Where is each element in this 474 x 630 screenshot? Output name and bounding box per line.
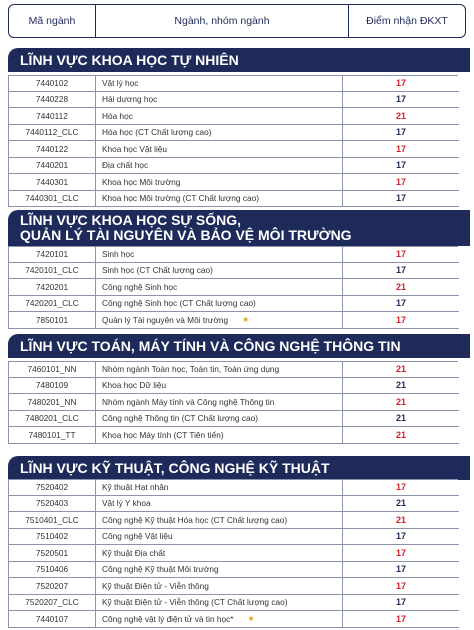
major-code: 7510401_CLC bbox=[9, 512, 96, 528]
table-row bbox=[9, 545, 459, 562]
major-name bbox=[96, 108, 343, 124]
admission-score: 17 bbox=[395, 481, 406, 492]
major-code: 7520207 bbox=[9, 578, 96, 594]
major-name bbox=[96, 394, 343, 410]
major-name bbox=[96, 296, 343, 312]
table-row bbox=[9, 496, 459, 513]
major-name bbox=[96, 545, 343, 561]
table-row bbox=[9, 279, 459, 296]
major-name-text: Nhóm ngành Toán học, Toán tin, Toán ứng dụng bbox=[102, 363, 280, 374]
major-code: 7420201 bbox=[9, 279, 96, 295]
table-row bbox=[9, 529, 459, 546]
major-name bbox=[96, 529, 343, 545]
admission-score: 21 bbox=[395, 498, 406, 509]
major-code: 7510402 bbox=[9, 529, 96, 545]
table-row bbox=[9, 562, 459, 579]
major-name bbox=[96, 92, 343, 108]
major-name bbox=[96, 141, 343, 157]
major-code: 7440112 bbox=[9, 108, 96, 124]
major-code: 7480201_CLC bbox=[9, 411, 96, 427]
code-column-header: Mã ngành bbox=[9, 5, 96, 37]
section-table bbox=[8, 361, 459, 444]
admission-score: 17 bbox=[395, 160, 406, 171]
major-name-text: Nhóm ngành Máy tính và Công nghệ Thông tin bbox=[102, 396, 275, 407]
major-name bbox=[96, 191, 343, 207]
admission-score: 21 bbox=[395, 281, 406, 292]
table-row bbox=[9, 361, 459, 378]
table-row bbox=[9, 75, 459, 92]
major-name bbox=[96, 578, 343, 594]
table-row bbox=[9, 611, 459, 628]
admission-score: 17 bbox=[395, 248, 406, 259]
major-code: 7440102 bbox=[9, 75, 96, 91]
admission-score: 17 bbox=[395, 298, 406, 309]
admission-score: 17 bbox=[395, 176, 406, 187]
table-row bbox=[9, 263, 459, 280]
major-name bbox=[96, 279, 343, 295]
major-code: 7510406 bbox=[9, 562, 96, 578]
table-row bbox=[9, 191, 459, 208]
admission-score: 17 bbox=[395, 193, 406, 204]
major-code: 7440228 bbox=[9, 92, 96, 108]
table-row bbox=[9, 411, 459, 428]
major-name bbox=[96, 75, 343, 91]
admission-score: 21 bbox=[395, 363, 406, 374]
major-code: 7440301 bbox=[9, 174, 96, 190]
section-title: LĨNH VỰC KHOA HỌC SỰ SỐNG, bbox=[20, 212, 242, 228]
admission-score: 17 bbox=[395, 265, 406, 276]
major-code: 7440201 bbox=[9, 158, 96, 174]
table-row bbox=[9, 158, 459, 175]
section-table bbox=[8, 75, 459, 207]
major-code: 7520501 bbox=[9, 545, 96, 561]
admission-score: 21 bbox=[395, 413, 406, 424]
major-name-text: Công nghệ Vật liệu bbox=[102, 531, 173, 542]
table-row bbox=[9, 512, 459, 529]
star-icon: ★ bbox=[247, 614, 255, 624]
major-name-text: Khoa học Dữ liệu bbox=[102, 380, 167, 391]
major-name-text: Kỹ thuật Địa chất bbox=[102, 547, 166, 558]
major-name-text: Công nghệ Thông tin (CT Chất lượng cao) bbox=[102, 413, 258, 424]
table-row bbox=[9, 427, 459, 444]
major-name-text: Kỹ thuật Điện tử - Viễn thông bbox=[102, 580, 209, 591]
table-row bbox=[9, 92, 459, 109]
major-name bbox=[96, 246, 343, 262]
table-row bbox=[9, 141, 459, 158]
section-banner bbox=[8, 48, 470, 72]
major-name-text: Công nghệ Kỹ thuật Hóa học (CT Chất lượng cao) bbox=[102, 514, 288, 525]
major-name-text: Công nghệ Kỹ thuật Môi trường bbox=[102, 564, 219, 575]
major-code: 7440301_CLC bbox=[9, 191, 96, 207]
table-row bbox=[9, 479, 459, 496]
major-name-text: Khoa học Vật liệu bbox=[102, 143, 168, 154]
major-code: 7440112_CLC bbox=[9, 125, 96, 141]
major-code: 7850101 bbox=[9, 312, 96, 328]
major-code: 7480201_NN bbox=[9, 394, 96, 410]
admission-score: 17 bbox=[395, 547, 406, 558]
section-title: LĨNH VỰC KỸ THUẬT, CÔNG NGHỆ KỸ THUẬT bbox=[20, 460, 330, 476]
major-name bbox=[96, 312, 343, 328]
major-name bbox=[96, 411, 343, 427]
table-row bbox=[9, 312, 459, 329]
major-name bbox=[96, 595, 343, 611]
admission-score: 21 bbox=[395, 514, 406, 525]
major-name bbox=[96, 361, 343, 377]
major-name bbox=[96, 158, 343, 174]
major-name-text: Khoa học Môi trường (CT Chất lượng cao) bbox=[102, 193, 259, 204]
section-title: QUẢN LÝ TÀI NGUYÊN VÀ BẢO VỆ MÔI TRƯỜNG bbox=[20, 227, 352, 243]
major-name-text: Kỹ thuật Điện tử - Viễn thông (CT Chất lượng cao) bbox=[102, 597, 288, 608]
major-code: 7420101 bbox=[9, 246, 96, 262]
table-row bbox=[9, 246, 459, 263]
section-banner bbox=[8, 456, 470, 480]
major-code: 7520402 bbox=[9, 479, 96, 495]
section-banner bbox=[8, 334, 470, 358]
section-title: LĨNH VỰC KHOA HỌC TỰ NHIÊN bbox=[20, 52, 239, 68]
major-name-text: Kỹ thuật Hạt nhân bbox=[102, 481, 169, 492]
major-name bbox=[96, 174, 343, 190]
major-name-text: Công nghệ vật lý điện tử và tin học* bbox=[102, 613, 234, 624]
admission-score: 17 bbox=[395, 314, 406, 325]
major-code: 7520403 bbox=[9, 496, 96, 512]
major-code: 7460101_NN bbox=[9, 361, 96, 377]
admission-score: 21 bbox=[395, 110, 406, 121]
table-row bbox=[9, 578, 459, 595]
major-name bbox=[96, 611, 343, 627]
score-column-header: Điểm nhận ĐKXT bbox=[366, 14, 448, 27]
section-table bbox=[8, 246, 459, 329]
major-code: 7420201_CLC bbox=[9, 296, 96, 312]
major-name-text: Vật lý học bbox=[102, 77, 139, 88]
major-code: 7420101_CLC bbox=[9, 263, 96, 279]
table-header bbox=[8, 4, 466, 38]
admission-score: 17 bbox=[395, 127, 406, 138]
major-name-text: Công nghệ Sinh học bbox=[102, 281, 178, 292]
admission-score: 17 bbox=[395, 597, 406, 608]
major-name-text: Khoa học Môi trường bbox=[102, 176, 181, 187]
section-table bbox=[8, 479, 459, 628]
admission-score: 21 bbox=[395, 396, 406, 407]
admission-score: 17 bbox=[395, 77, 406, 88]
major-name bbox=[96, 427, 343, 443]
admission-score: 17 bbox=[395, 580, 406, 591]
major-name bbox=[96, 562, 343, 578]
table-row bbox=[9, 108, 459, 125]
major-name-text: Sinh học (CT Chất lượng cao) bbox=[102, 265, 213, 276]
major-code: 7440122 bbox=[9, 141, 96, 157]
table-row bbox=[9, 296, 459, 313]
major-code: 7480109 bbox=[9, 378, 96, 394]
star-icon: ★ bbox=[242, 315, 250, 325]
major-name-text: Hóa học bbox=[102, 110, 133, 121]
table-row bbox=[9, 394, 459, 411]
admission-score: 17 bbox=[395, 564, 406, 575]
admission-score: 17 bbox=[395, 94, 406, 105]
table-row bbox=[9, 125, 459, 142]
admission-score: 21 bbox=[395, 429, 406, 440]
major-name-text: Hải dương học bbox=[102, 94, 158, 105]
table-row bbox=[9, 595, 459, 612]
major-name-text: Hóa học (CT Chất lượng cao) bbox=[102, 127, 212, 138]
name-column-header: Ngành, nhóm ngành bbox=[96, 5, 349, 37]
major-name bbox=[96, 496, 343, 512]
major-name bbox=[96, 125, 343, 141]
admission-score: 17 bbox=[395, 143, 406, 154]
major-name-text: Vật lý Y khoa bbox=[102, 498, 151, 509]
major-name bbox=[96, 512, 343, 528]
section-banner bbox=[8, 210, 470, 246]
major-name-text: Công nghệ Sinh học (CT Chất lượng cao) bbox=[102, 298, 256, 309]
major-name-text: Địa chất học bbox=[102, 160, 149, 171]
admission-score: 17 bbox=[395, 531, 406, 542]
major-name-text: Khoa học Máy tính (CT Tiên tiến) bbox=[102, 429, 224, 440]
table-row bbox=[9, 378, 459, 395]
major-code: 7520207_CLC bbox=[9, 595, 96, 611]
table-row bbox=[9, 174, 459, 191]
admission-score: 21 bbox=[395, 380, 406, 391]
admission-score: 17 bbox=[395, 613, 406, 624]
major-name bbox=[96, 479, 343, 495]
major-name-text: Quản lý Tài nguyên và Môi trường bbox=[102, 314, 229, 325]
major-name bbox=[96, 378, 343, 394]
section-title: LĨNH VỰC TOÁN, MÁY TÍNH VÀ CÔNG NGHỆ THÔNG TIN bbox=[20, 338, 401, 354]
major-name bbox=[96, 263, 343, 279]
major-name-text: Sinh học bbox=[102, 248, 135, 259]
major-code: 7480101_TT bbox=[9, 427, 96, 443]
major-code: 7440107 bbox=[9, 611, 96, 627]
